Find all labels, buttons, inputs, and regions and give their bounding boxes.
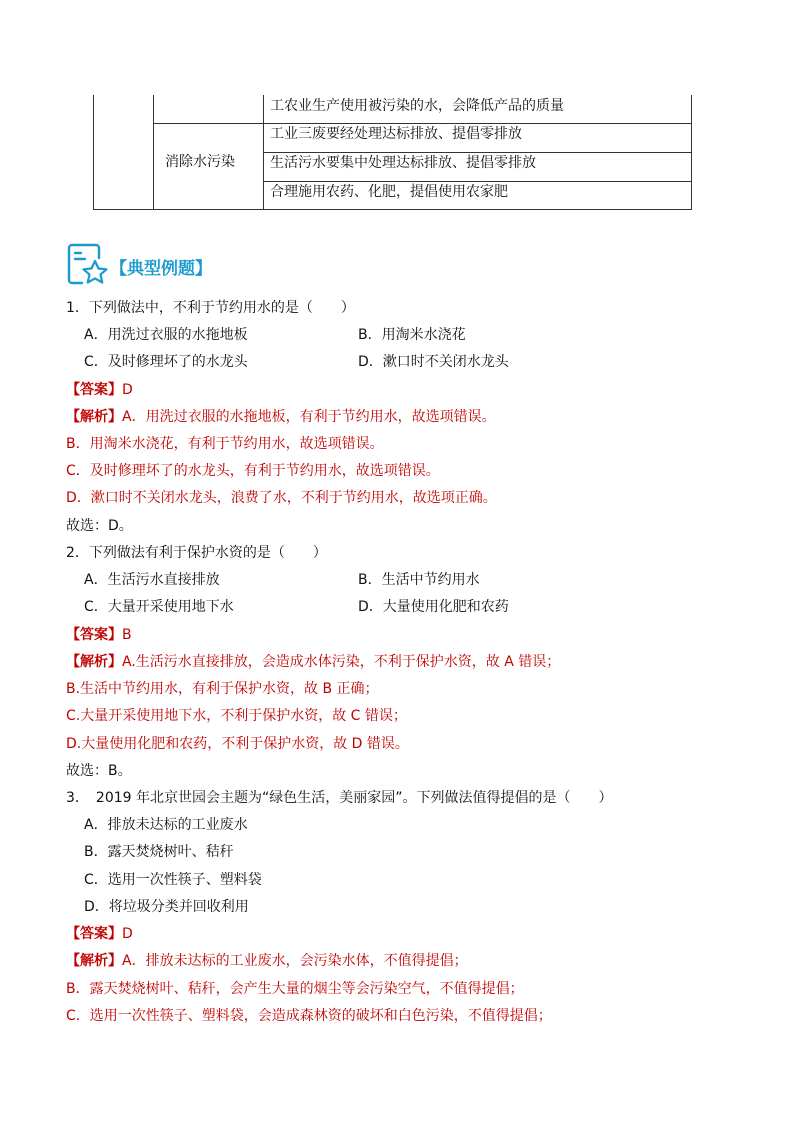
- water-pollution-table: [93, 95, 692, 210]
- analysis-text: D．漱口时不关闭水龙头，浪费了水，不利于节约用水，故选项正确。: [66, 490, 497, 506]
- question-option: A．用洗过衣服的水拖地板: [84, 327, 248, 343]
- answer-value: D: [122, 382, 133, 398]
- section-title: 【典型例题】: [110, 259, 212, 279]
- question-stem: 3． 2019 年北京世园会主题为“绿色生活，美丽家园”。下列做法值得提倡的是（ ）: [66, 790, 613, 806]
- analysis-text: B.生活中节约用水，有利于保护水资，故 B 正确；: [66, 681, 379, 697]
- question-option: D．大量使用化肥和农药: [358, 599, 509, 615]
- conclusion: 故选：D。: [66, 518, 133, 534]
- analysis-text: B．露天焚烧树叶、秸秆，会产生大量的烟尘等会污染空气，不值得提倡；: [66, 981, 524, 997]
- table-row-divider: [263, 181, 692, 182]
- question-option: D．漱口时不关闭水龙头: [358, 354, 509, 370]
- analysis-line: [66, 952, 468, 970]
- question-stem: 1．下列做法中，不利于节约用水的是（ ）: [66, 300, 355, 316]
- analysis-label: 【解析】: [66, 409, 122, 425]
- question-option: B．用淘米水浇花: [358, 327, 466, 343]
- analysis-label: 【解析】: [66, 953, 122, 969]
- analysis-text: C.大量开采使用地下水，不利于保护水资，故 C 错误；: [66, 708, 407, 724]
- analysis-text: C．选用一次性筷子、塑料袋，会造成森林资的破坏和白色污染，不值得提倡；: [66, 1008, 552, 1024]
- analysis-text: A．排放未达标的工业废水，会污染水体，不值得提倡；: [122, 953, 468, 969]
- answer-value: D: [122, 926, 133, 942]
- answer-label: 【答案】: [66, 926, 122, 942]
- star-document-icon: [66, 242, 110, 286]
- answer-label: 【答案】: [66, 627, 122, 643]
- question-option: A．生活污水直接排放: [84, 572, 220, 588]
- answer-line: [66, 925, 133, 943]
- table-border-left: [93, 95, 94, 210]
- question-option: D．将垃圾分类并回收利用: [84, 899, 249, 915]
- table-cell: 工农业生产使用被污染的水，会降低产品的质量: [270, 98, 564, 114]
- table-group-label: 消除水污染: [165, 154, 235, 170]
- question-option: A．排放未达标的工业废水: [84, 817, 248, 833]
- question-option: B．露天焚烧树叶、秸秆: [84, 844, 234, 860]
- question-option: C．选用一次性筷子、塑料袋: [84, 872, 262, 888]
- table-row-divider: [153, 123, 692, 124]
- answer-line: [66, 626, 132, 644]
- answer-value: B: [122, 627, 132, 643]
- analysis-label: 【解析】: [66, 654, 122, 670]
- analysis-text: C．及时修理坏了的水龙头，有利于节约用水，故选项错误。: [66, 463, 440, 479]
- analysis-line: [66, 408, 496, 426]
- conclusion: 故选：B。: [66, 763, 132, 779]
- answer-line: [66, 381, 133, 399]
- question-stem: 2．下列做法有利于保护水资的是（ ）: [66, 545, 327, 561]
- analysis-text: B．用淘米水浇花，有利于节约用水，故选项错误。: [66, 436, 384, 452]
- analysis-text: A.生活污水直接排放，会造成水体污染，不利于保护水资，故 A 错误；: [122, 654, 561, 670]
- question-option: B．生活中节约用水: [358, 572, 480, 588]
- table-cell: 生活污水要集中处理达标排放、提倡零排放: [270, 155, 536, 171]
- analysis-line: [66, 653, 560, 671]
- answer-label: 【答案】: [66, 382, 122, 398]
- table-cell: 合理施用农药、化肥，提倡使用农家肥: [270, 184, 508, 200]
- question-option: C．大量开采使用地下水: [84, 599, 234, 615]
- table-row-divider: [263, 152, 692, 153]
- table-cell: 工业三废要经处理达标排放、提倡零排放: [270, 126, 522, 142]
- question-option: C．及时修理坏了的水龙头: [84, 354, 248, 370]
- table-border-bottom: [93, 209, 692, 210]
- table-divider-1: [153, 95, 154, 210]
- analysis-text: D.大量使用化肥和农药，不利于保护水资，故 D 错误。: [66, 736, 409, 752]
- analysis-text: A．用洗过衣服的水拖地板，有利于节约用水，故选项错误。: [122, 409, 496, 425]
